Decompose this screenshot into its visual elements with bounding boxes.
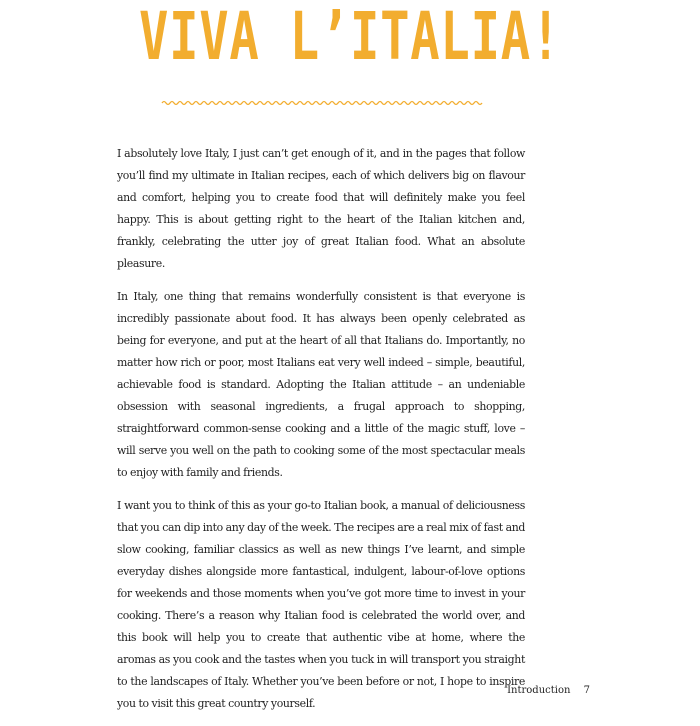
- paragraph-intro: I absolutely love Italy, I just can’t get enough of it, and in the pages that follow you’ll find my ultimate in Italian recipes, each of which delivers big on flavour and comfort, helping you to create food that will definitely make you feel happy. This is about getting right to the heart of the Italian kitchen and, frankly, celebrating the utter joy of great Italian food. What an absolute pleasure.: [117, 147, 525, 270]
- paragraph-italy: In Italy, one thing that remains wonderfully consistent is that everyone is incredibly passionate about food. It has always been openly celebrated as being for everyone, and put at the heart of all that Italians do. Importantly, no matter how rich or poor, most Italians eat very well indeed – simple, beautiful, achievable food is standard. Adopting the Italian attitude – an undeniable obsession with seasonal ingredients, a frugal approach to shopping, straightforward common-sense cooking and a little of the magic stuff, love – will serve you well on the path to cooking some of the most spectacular meals to enjoy with family and friends.: [117, 290, 525, 479]
- wavy-divider: [162, 97, 482, 109]
- footer-section-label: Introduction: [507, 685, 571, 696]
- paragraph-book: I want you to think of this as your go-to Italian book, a manual of deliciousness that you can dip into any day of the week. The recipes are a real mix of fast and slow cooking, familiar classics as well as new things I’ve learnt, and simple everyday dishes alongside more fantastical, indulgent, labour-of-love options for weekends and those moments when you’ve got more time to invest in your cooking. There’s a reason why Italian food is celebrated the world over, and this book will help you to create that authentic vibe at home, where the aromas as you cook and the tastes when you tuck in will transport you straight to the landscapes of Italy. Whether you’ve been before or not, I hope to inspire you to visit this great country yourself.: [117, 499, 525, 710]
- page-title: VIVA L’ITALIA!: [138, 0, 562, 75]
- page-number: 7: [583, 685, 590, 696]
- body-text: [117, 143, 525, 726]
- page-footer: [507, 685, 590, 696]
